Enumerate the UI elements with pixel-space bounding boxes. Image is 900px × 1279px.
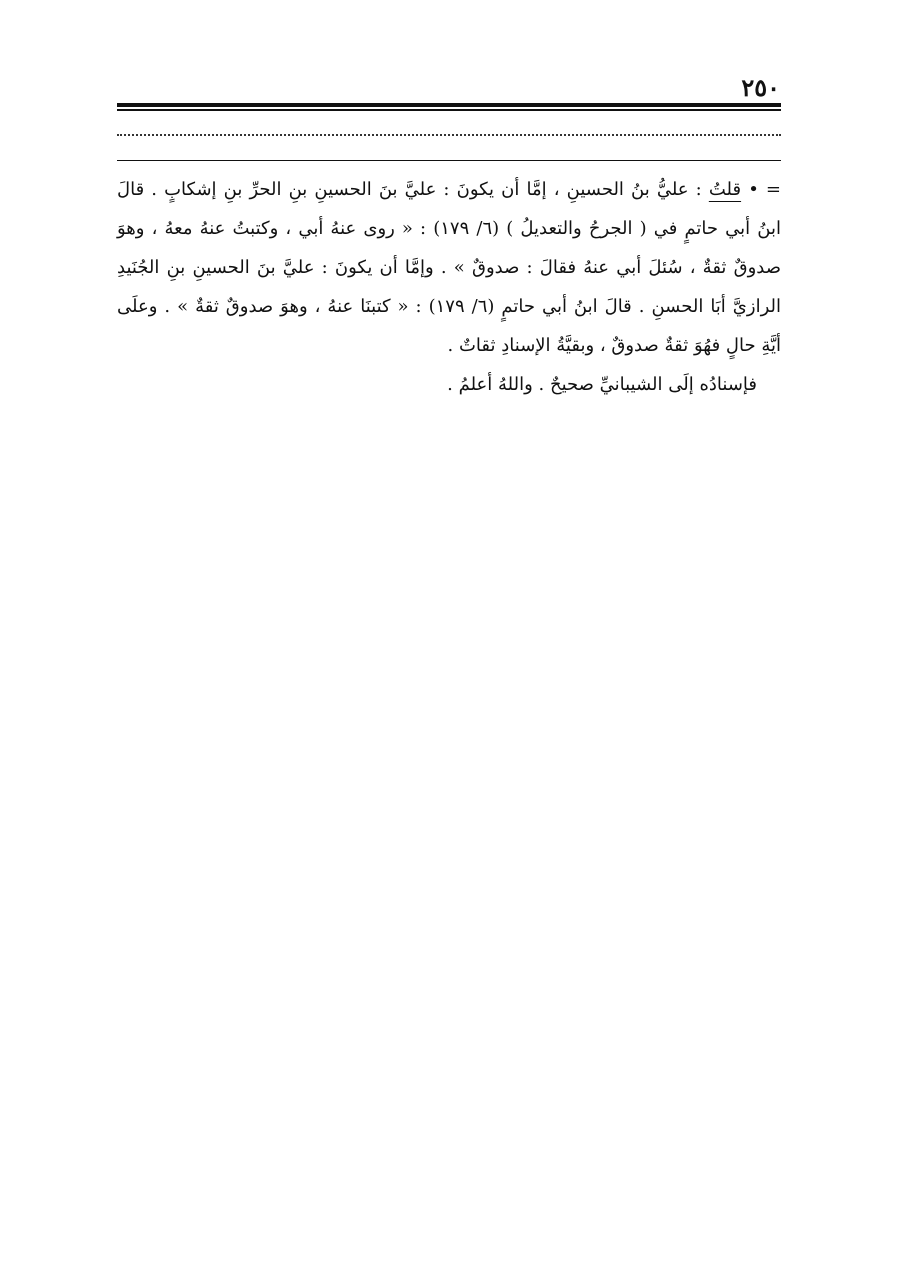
paragraph-2: فإسنادُه إلَى الشيبانيِّ صحيحٌ . واللهُ أعلمُ . bbox=[447, 374, 757, 395]
paragraph-1 bbox=[117, 170, 781, 365]
lead-marker: = • bbox=[748, 179, 781, 200]
page-number: ٢٥٠ bbox=[741, 73, 780, 102]
footnote-rule bbox=[117, 160, 781, 161]
label-qult: قلتُ bbox=[708, 179, 742, 200]
header-rule-thick bbox=[117, 103, 781, 107]
header-rule-thin bbox=[117, 109, 781, 111]
footnote-body bbox=[117, 170, 781, 404]
dotted-separator bbox=[117, 134, 781, 138]
paragraph-1-text: : عليُّ بنُ الحسينِ ، إمَّا أن يكونَ : عليَّ بنَ الحسينِ بنِ الحرِّ بنِ إشكابٍ . قالَ ابنُ أبي حاتمٍ في ( الجرحُ والتعديلُ ) (٦/ ١٧٩) : « روى عنهُ أبي ، وكتبتُ عنهُ معهُ ، وهوَ صدوقٌ ثقةٌ ، سُئلَ أبي عنهُ فقالَ : صدوقٌ » . وإمَّا أن يكونَ : عليَّ بنَ الحسينِ بنِ الجُنَيدِ الرازيَّ أبَا الحسنِ . قالَ ابنُ أبي حاتمٍ (٦/ ١٧٩) : « كتبنَا عنهُ ، وهوَ صدوقٌ ثقةٌ » . وعلَى أيَّةِ حالٍ فهُوَ ثقةٌ صدوقٌ ، وبقيَّةُ الإسنادِ ثقاتٌ . bbox=[117, 179, 781, 356]
